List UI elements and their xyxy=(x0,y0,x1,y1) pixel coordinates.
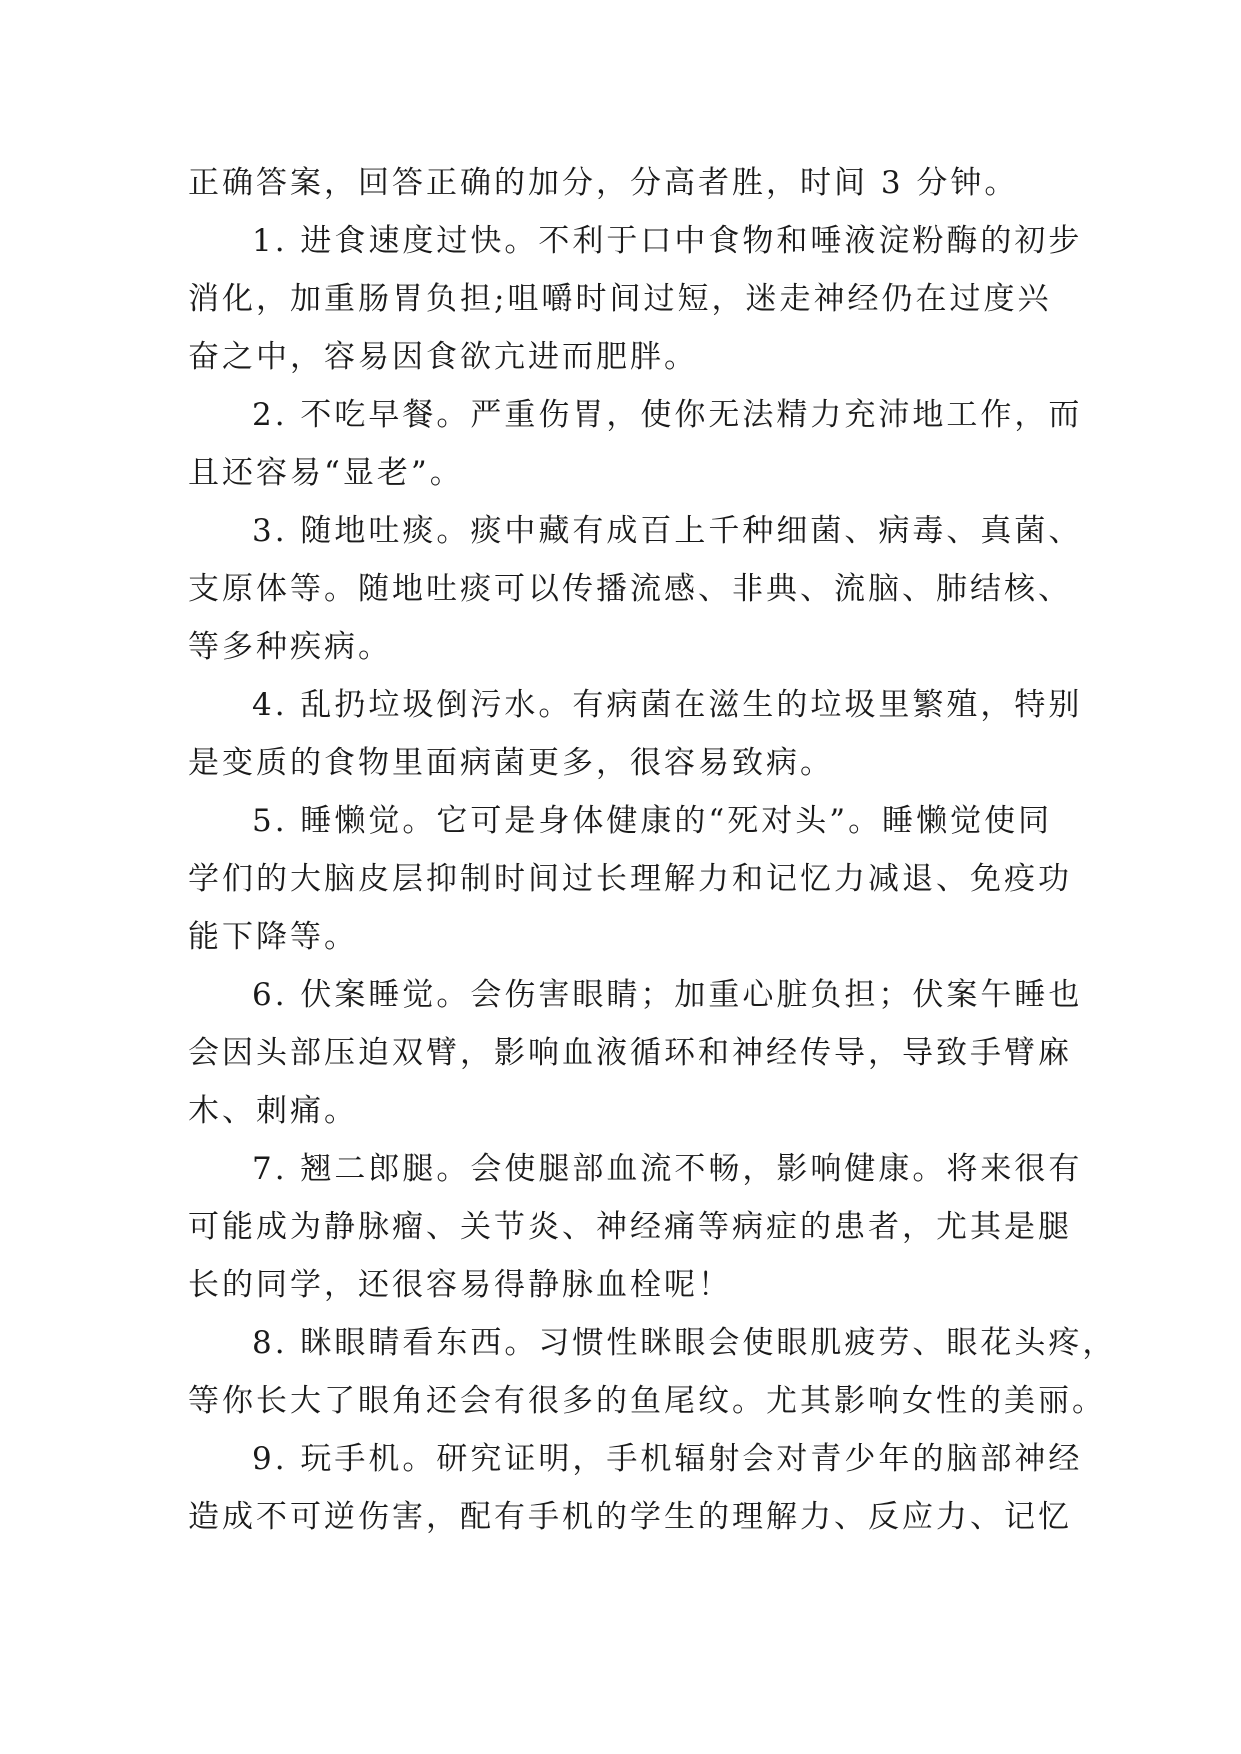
document-body xyxy=(188,154,1117,1546)
paragraph-intro-continuation xyxy=(188,154,1078,212)
paragraph-line: 会因头部压迫双臂，影响血液循环和神经传导，导致手臂麻 xyxy=(188,1035,1072,1071)
paragraph-item-7 xyxy=(188,1140,1083,1314)
paragraph-line: 1. 进食速度过快。不利于口中食物和唾液淀粉酶的初步 xyxy=(252,223,1083,259)
paragraph-line: 可能成为静脉瘤、关节炎、神经痛等病症的患者，尤其是腿 xyxy=(188,1209,1072,1245)
paragraph-item-3 xyxy=(188,502,1083,676)
paragraph-line: 消化，加重肠胃负担;咀嚼时间过短，迷走神经仍在过度兴 xyxy=(188,281,1052,317)
paragraph-line: 6. 伏案睡觉。会伤害眼睛；加重心脏负担；伏案午睡也 xyxy=(252,977,1083,1013)
paragraph-line: 4. 乱扔垃圾倒污水。有病菌在滋生的垃圾里繁殖，特别 xyxy=(252,687,1083,723)
paragraph-line: 5. 睡懒觉。它可是身体健康的“死对头”。睡懒觉使同 xyxy=(252,803,1053,839)
paragraph-line: 学们的大脑皮层抑制时间过长理解力和记忆力减退、免疫功 xyxy=(188,861,1072,897)
paragraph-line: 是变质的食物里面病菌更多，很容易致病。 xyxy=(188,745,834,781)
paragraph-line: 造成不可逆伤害，配有手机的学生的理解力、反应力、记忆 xyxy=(188,1499,1072,1535)
paragraph-line: 等你长大了眼角还会有很多的鱼尾纹。尤其影响女性的美丽。 xyxy=(188,1383,1106,1419)
paragraph-line: 木、刺痛。 xyxy=(188,1093,358,1129)
paragraph-line: 等多种疾病。 xyxy=(188,629,392,665)
paragraph-line: 且还容易“显老”。 xyxy=(188,455,464,491)
paragraph-item-9 xyxy=(188,1430,1083,1546)
paragraph-line: 正确答案，回答正确的加分，分高者胜，时间 3 分钟。 xyxy=(188,165,1019,201)
paragraph-item-2 xyxy=(188,386,1083,502)
paragraph-line: 2. 不吃早餐。严重伤胃，使你无法精力充沛地工作，而 xyxy=(252,397,1083,433)
paragraph-line: 奋之中，容易因食欲亢进而肥胖。 xyxy=(188,339,698,375)
paragraph-item-1 xyxy=(188,212,1083,386)
paragraph-line: 9. 玩手机。研究证明，手机辐射会对青少年的脑部神经 xyxy=(252,1441,1083,1477)
paragraph-item-4 xyxy=(188,676,1083,792)
paragraph-item-6 xyxy=(188,966,1083,1140)
paragraph-line: 支原体等。随地吐痰可以传播流感、非典、流脑、肺结核、 xyxy=(188,571,1072,607)
paragraph-line: 7. 翘二郎腿。会使腿部血流不畅，影响健康。将来很有 xyxy=(252,1151,1083,1187)
paragraph-line: 8. 眯眼睛看东西。习惯性眯眼会使眼肌疲劳、眼花头疼， xyxy=(252,1325,1117,1361)
paragraph-line: 长的同学，还很容易得静脉血栓呢！ xyxy=(188,1267,732,1303)
paragraph-line: 能下降等。 xyxy=(188,919,358,955)
paragraph-item-8 xyxy=(188,1314,1117,1430)
paragraph-line: 3. 随地吐痰。痰中藏有成百上千种细菌、病毒、真菌、 xyxy=(252,513,1083,549)
paragraph-item-5 xyxy=(188,792,1078,966)
